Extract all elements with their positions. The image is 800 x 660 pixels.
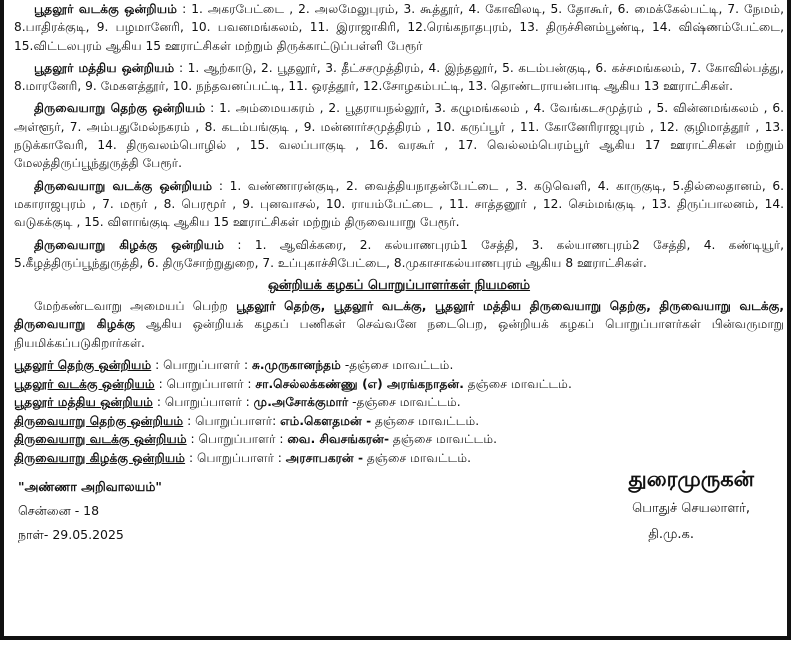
union-heading: பூதலூர் மத்திய ஒன்றியம் — [34, 60, 175, 75]
appointee-district: தஞ்சை மாவட்டம். — [366, 450, 472, 465]
appointment-union: திருவையாறு கிழக்கு ஒன்றியம் — [14, 450, 186, 465]
appointment-role: பொறுப்பாளர் : — [198, 432, 284, 447]
signatory-designation: பொதுச் செயலாளர், — [632, 501, 750, 517]
appointment-union: பூதலூர் தெற்கு ஒன்றியம் — [14, 358, 152, 373]
union-villages: : 1. அம்மையகரம் , 2. பூதராயநல்லூர், 3. கழுமங்கலம் , 4. வேங்கடசமுத்ரம் , 5. வின்னமங்கலம் , 6. அள்ளூர், 7. அம்பதுமேல்நகரம் , 8. கடம்பங்குடி , 9. மன்னார்சமுத்திரம் , 10. கருப்பூர் , 11. கோனேரிராஜபுரம் , 12. குழிமாத்தூர் , 13. நடுக்காவேரி, 14. திருவலம்பொழில் , 15. வலப்பாகுடி , 16. வரகூர் , 17. வெல்லம்பெரம்பூர் ஆகிய 17 ஊராட்சிகள் மற்றும் மேலத்திருப்பூந்துருத்தி பேரூர். — [14, 101, 784, 171]
appointment-role: பொறுப்பாளர்: — [195, 413, 277, 428]
appointment-union: பூதலூர் மத்திய ஒன்றியம் — [14, 395, 153, 410]
appointment-role: பொறுப்பாளர் : — [163, 358, 249, 373]
appointment-row: பூதலூர் மத்திய ஒன்றியம் : பொறுப்பாளர் : மு.அசோக்குமார் -தஞ்சை மாவட்டம். — [14, 395, 461, 410]
signatory-name: துரைமுருகன் — [628, 467, 754, 492]
union-villages-paragraph — [14, 0, 784, 55]
appointment-role: பொறுப்பாளர் : — [164, 395, 250, 410]
appointee-district: தஞ்சை மாவட்டம். — [467, 376, 572, 391]
appointee-name: சா.செல்லக்கண்ணு (எ) அரங்கநாதன். — [255, 376, 464, 391]
union-villages-paragraph — [14, 99, 784, 172]
party-name: தி.மு.க. — [648, 527, 694, 543]
union-heading: திருவையாறு வடக்கு ஒன்றியம் — [34, 178, 213, 193]
appointee-district: தஞ்சை மாவட்டம். — [392, 432, 498, 447]
issue-date: நாள்- 29.05.2025 — [18, 527, 124, 543]
section-title: ஒன்றியக் கழகப் பொறுப்பாளர்கள் நியமனம் — [267, 278, 531, 294]
intro-lead: மேற்கண்டவாறு அமையப் பெற்ற — [34, 299, 228, 314]
appointee-name: எம்.கௌதமன் - — [280, 413, 372, 428]
union-heading: பூதலூர் வடக்கு ஒன்றியம் — [34, 2, 178, 16]
union-heading: திருவையாறு கிழக்கு ஒன்றியம் — [34, 237, 225, 252]
appointment-row: திருவையாறு கிழக்கு ஒன்றியம் : பொறுப்பாளர் : அரசாபகரன் - தஞ்சை மாவட்டம். — [14, 450, 472, 465]
appointment-role: பொறுப்பாளர் : — [166, 376, 252, 391]
appointment-union: திருவையாறு வடக்கு ஒன்றியம் — [14, 432, 187, 447]
appointee-district: -தஞ்சை மாவட்டம். — [344, 358, 454, 373]
appointment-row: திருவையாறு வடக்கு ஒன்றியம் : பொறுப்பாளர் : வை. சிவசங்கரன்- தஞ்சை மாவட்டம். — [14, 432, 498, 447]
union-villages: : 1. ஆவிக்கரை, 2. கல்யாணபுரம்1 சேத்தி, 3. கல்யாணபுரம்2 சேத்தி, 4. கண்டியூர், 5.கீழத்திருப்பூந்துருத்தி, 6. திருசோற்றுதுறை, 7. உப்புகாச்சிபேட்டை, 8.முகாசாகல்யாணபுரம் ஆகிய 8 ஊராட்சிகள். — [14, 237, 784, 270]
intro-tail: ஆகிய ஒன்றியக் கழகப் பணிகள் செவ்வனே நடைபெற, ஒன்றியக் கழகப் பொறுப்பாளர்கள் பின்வருமாறு நியமிக்கப்படுகிறார்கள். — [14, 317, 784, 350]
appointment-role: பொறுப்பாளர் : — [196, 450, 282, 465]
appointment-union: திருவையாறு தெற்கு ஒன்றியம் — [14, 413, 184, 428]
union-villages: : 1. ஆற்காடு, 2. பூதலூர், 3. தீட்சசமுத்திரம், 4. இந்தலூர், 5. கடம்பன்குடி, 6. கச்சமங்கலம், 7. கோவில்பத்து, 8.மாரனேரி, 9. மேகளத்தூர், 10. நந்தவனப்பட்டி, 11. ஒரத்தூர், 12.சோழகம்பட்டி, 13. தொண்டராயன்பாடி ஆகிய 13 ஊராட்சிகள். — [14, 60, 784, 94]
document-body — [14, 0, 784, 563]
appointment-row: திருவையாறு தெற்கு ஒன்றியம் : பொறுப்பாளர்: எம்.கௌதமன் - தஞ்சை மாவட்டம். — [14, 413, 480, 428]
union-villages-paragraph — [14, 236, 784, 273]
office-city: சென்னை - 18 — [18, 503, 100, 519]
appointment-row: பூதலூர் வடக்கு ஒன்றியம் : பொறுப்பாளர் : சா.செல்லக்கண்ணு (எ) அரங்கநாதன். தஞ்சை மாவட்டம். — [14, 376, 572, 391]
appointment-row: பூதலூர் தெற்கு ஒன்றியம் : பொறுப்பாளர் : சு.முருகானந்தம் -தஞ்சை மாவட்டம். — [14, 358, 454, 373]
document-footer — [14, 467, 784, 563]
appointee-name: வை. சிவசங்கரன்- — [287, 432, 390, 447]
appointee-name: சு.முருகானந்தம் — [251, 358, 341, 373]
union-villages-paragraph — [14, 177, 784, 232]
appointee-district: -தஞ்சை மாவட்டம். — [352, 395, 461, 410]
union-villages: : 1. வண்ணாரன்குடி, 2. வைத்தியநாதன்பேட்டை , 3. கடுவெளி, 4. காருகுடி, 5.தில்லைதானம், 6. மகாராஜபுரம் , 7. மரூர் , 8. பெரமூர் , 9. புனவாசல், 10. ராயம்பேட்டை , 11. சாத்தனூர் , 12. செம்மங்குடி , 13. திருப்பாலனம், 14. வடுகக்குடி , 15. விளாங்குடி ஆகிய 15 ஊராட்சிகள் மற்றும் திருவையாறு பேரூர். — [14, 178, 784, 230]
office-name: "அண்ணா அறிவாலயம்" — [18, 479, 162, 495]
union-heading: திருவையாறு தெற்கு ஒன்றியம் — [34, 101, 206, 116]
union-villages: : 1. அகரபேட்டை , 2. அலமேலுபுரம், 3. கூத்தூர், 4. கோவிலடி, 5. தோகூர், 6. மைக்கேல்பட்டி, 7. நேமம், 8.பாதிரக்குடி, 9. பழமானேரி, 10. பவனமங்கலம், 11. இராஜாகிரி, 12.ரெங்கநாதபுரம், 13. திருச்சினம்பூண்டி, 14. விஷ்ணம்பேட்டை, 15.விட்டலபுரம் ஆகிய 15 ஊராட்சிகள் மற்றும் திருக்காட்டுப்பள்ளி பேரூர் — [14, 2, 784, 53]
intro-unions: பூதலூர் தெற்கு, பூதலூர் வடக்கு, பூதலூர் மத்திய திருவையாறு தெற்கு, திருவையாறு வடக்கு, திருவையாறு கிழக்கு — [14, 299, 785, 332]
union-villages-paragraph — [14, 59, 784, 96]
appointee-name: அரசாபகரன் - — [285, 450, 364, 465]
appointee-district: தஞ்சை மாவட்டம். — [375, 413, 480, 428]
appointment-union: பூதலூர் வடக்கு ஒன்றியம் — [14, 376, 155, 391]
appointee-name: மு.அசோக்குமார் — [253, 395, 349, 410]
appointment-intro — [14, 297, 784, 352]
